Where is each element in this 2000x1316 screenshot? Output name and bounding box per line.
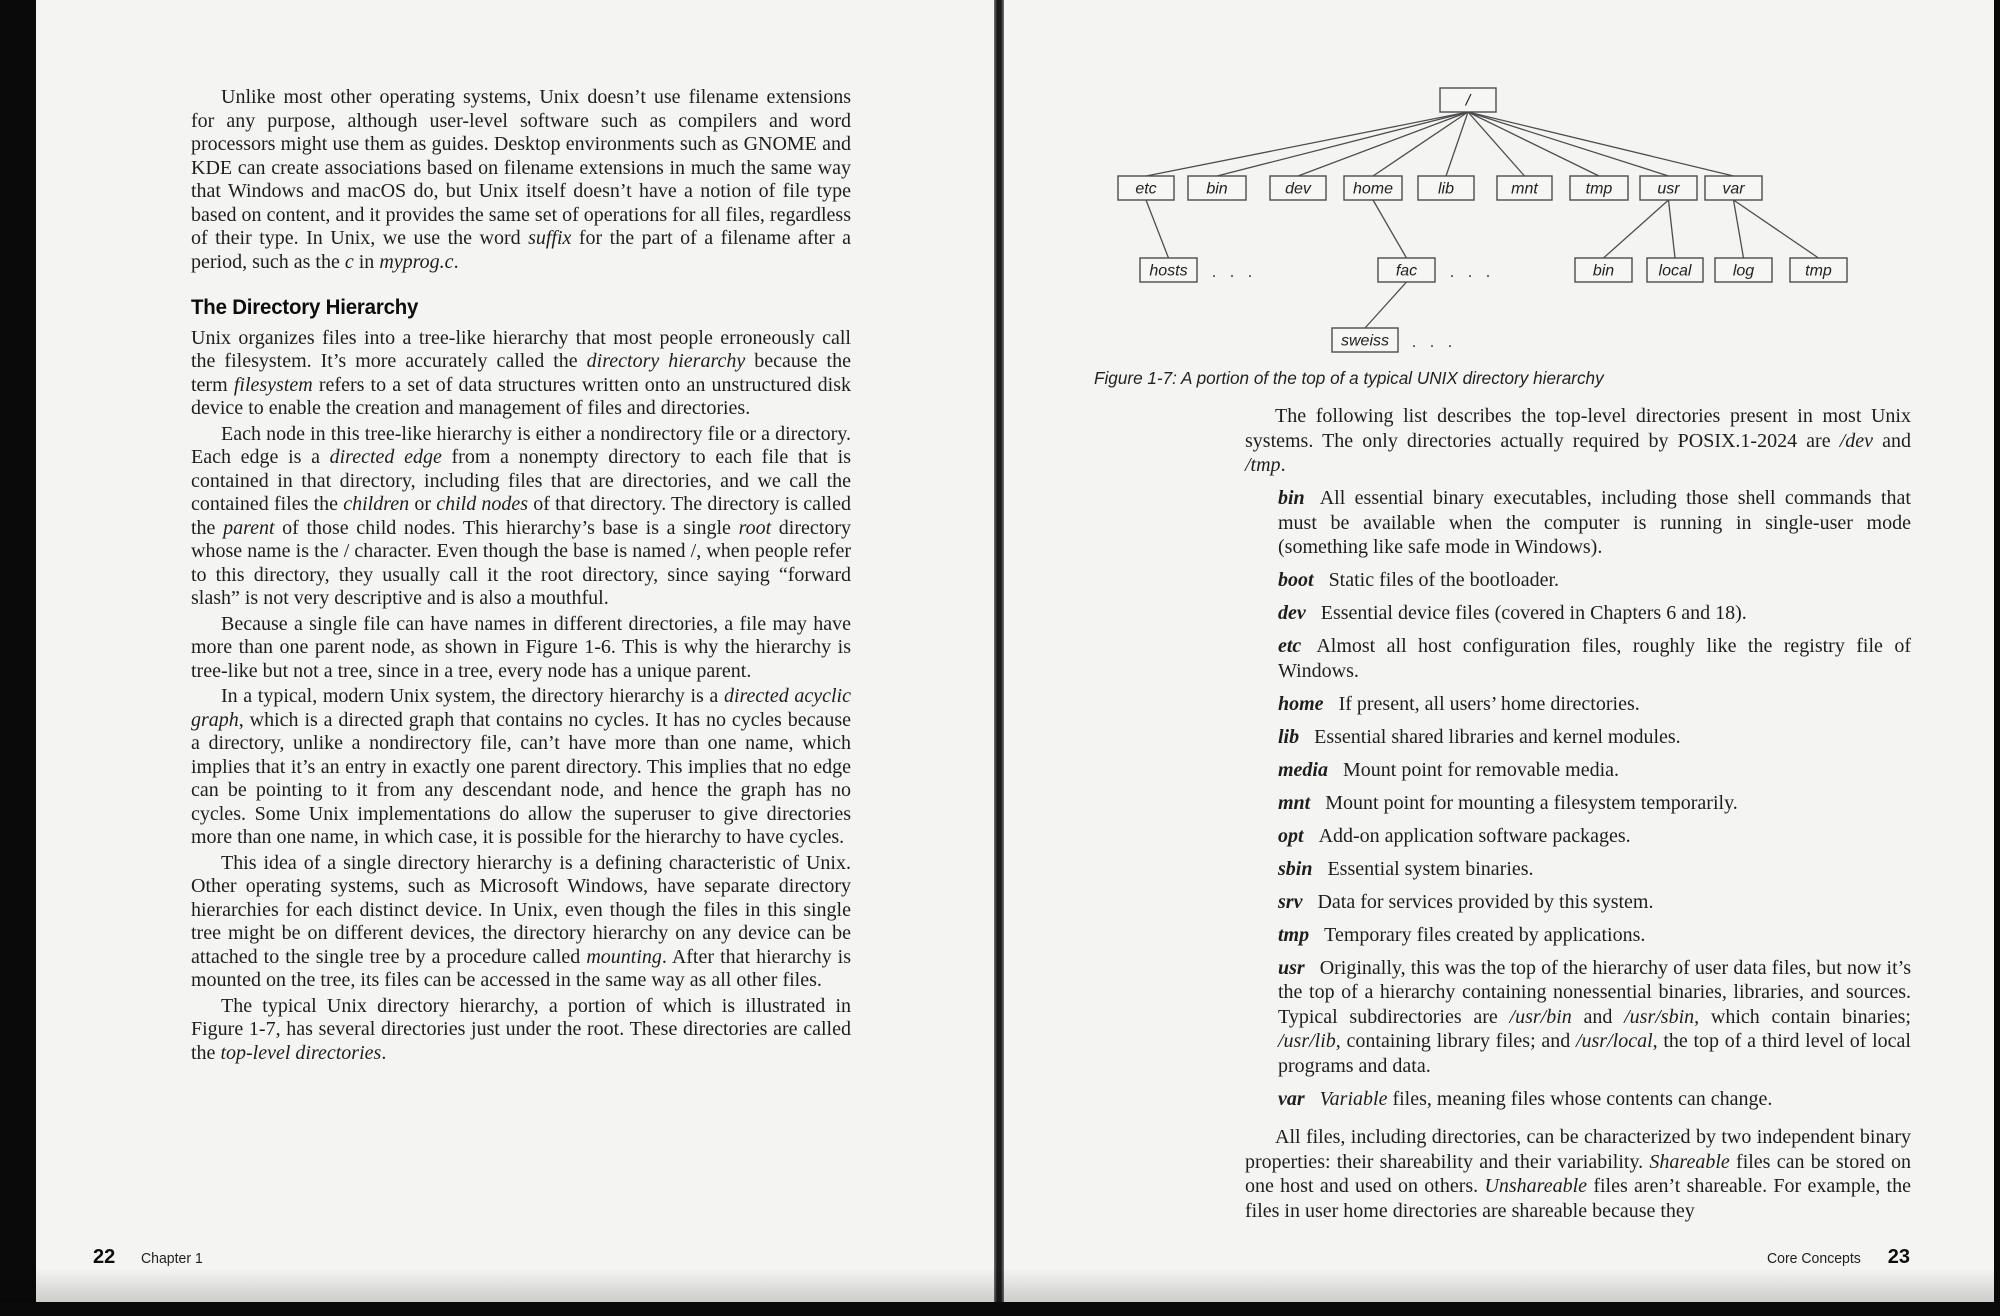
page-left: [36, 0, 994, 1302]
directory-term: bin: [1278, 487, 1305, 509]
tree-edge: [1298, 112, 1468, 176]
tree-edge: [1669, 200, 1676, 258]
page-right: [1004, 0, 1994, 1302]
directory-term: media: [1278, 758, 1328, 781]
chapter-label: Chapter 1: [141, 1251, 204, 1267]
italic-text: /usr/lib: [1278, 1030, 1336, 1052]
tree-node-label: tmp: [1585, 180, 1613, 198]
tree-node-label: bin: [1206, 180, 1228, 198]
italic-text: Shareable: [1649, 1150, 1730, 1173]
page-footer-right: [1767, 1246, 1910, 1269]
directory-entry: mnt Mount point for mounting a filesystem temporarily.: [1278, 791, 1738, 814]
directory-entry: boot Static files of the bootloader.: [1278, 569, 1560, 591]
directory-entry: srv Data for services provided by this system.: [1278, 890, 1654, 913]
tree-edge: [1468, 112, 1669, 176]
directory-entry: home If present, all users’ home directories.: [1278, 692, 1640, 715]
paragraph: Unlike most other operating systems, Unix doesn’t use filename extensions for any purpose, although user-level software such as compilers and word processors might use them as guides. Desktop environments such as GNOME and KDE can create associations based on filename extensions in much the same way that Windows and macOS do, but Unix itself doesn’t have a notion of file type based on content, and it provides the same set of operations for all files, regardless of their type. In Unix, we use the word suffix for the part of a filename after a period, such as the c in myprog.c.: [191, 86, 851, 273]
italic-text: directed acyclic graph: [191, 685, 851, 731]
section-heading: The Directory Hierarchy: [191, 295, 419, 319]
closing-paragraph: All files, including directories, can be characterized by two independent binary properties: their shareability and their variability. Shareable files can be stored on one host and used on others. Unshareable files aren’t shareable. For example, the files in user home directories are shareable because they: [1245, 1126, 1911, 1222]
left-edge-bar: [0, 0, 36, 1316]
page-number: 23: [1887, 1246, 1910, 1268]
italic-text: top-level directories: [220, 1041, 382, 1064]
italic-text: myprog.c: [379, 250, 454, 273]
tree-edge: [1373, 200, 1407, 258]
italic-text: children: [343, 493, 410, 515]
tree-node-label: bin: [1592, 262, 1615, 280]
tree-edge: [1734, 200, 1819, 258]
tree-node-label: home: [1352, 180, 1394, 198]
tree-node-label: lib: [1437, 180, 1455, 198]
italic-text: Unshareable: [1484, 1175, 1588, 1197]
directory-term: srv: [1278, 890, 1303, 913]
tree-edge: [1468, 112, 1599, 176]
ellipsis-marker: . . .: [1412, 334, 1457, 351]
tree-node-label: var: [1722, 180, 1745, 198]
directory-entry: media Mount point for removable media.: [1278, 758, 1620, 781]
italic-text: mounting: [586, 945, 662, 968]
left-text-column: [191, 86, 851, 1065]
directory-entry: tmp Temporary files created by applications.: [1278, 923, 1646, 946]
directory-entry: bin All essential binary executables, including those shell commands that must be available when the computer is running in single-user mode (something like safe mode in Windows).: [1278, 487, 1911, 558]
directory-term: tmp: [1278, 923, 1310, 946]
tree-node-label: local: [1658, 262, 1692, 280]
right-text-column: [1245, 404, 1911, 1223]
italic-text: /tmp: [1245, 454, 1281, 476]
tree-edge: [1217, 112, 1468, 176]
italic-text: /usr/bin: [1509, 1005, 1572, 1028]
tree-node-label: mnt: [1511, 180, 1538, 198]
tree-edge: [1604, 200, 1669, 258]
tree-edge: [1468, 112, 1734, 176]
tree-node-label: tmp: [1805, 262, 1832, 280]
directory-term: dev: [1278, 602, 1306, 624]
figure-caption: Figure 1-7: A portion of the top of a typical UNIX directory hierarchy: [1094, 368, 1604, 388]
directory-entry: etc Almost all host configuration files, roughly like the registry file of Windows.: [1278, 635, 1911, 682]
page-number: 22: [93, 1246, 116, 1268]
directory-entry: sbin Essential system binaries.: [1278, 857, 1534, 880]
italic-text: parent: [223, 516, 275, 539]
tree-edge: [1734, 200, 1744, 258]
tree-node-label: sweiss: [1340, 332, 1390, 350]
bottom-shadow: [0, 1268, 2000, 1302]
italic-text: c: [344, 250, 354, 273]
paragraph: The typical Unix directory hierarchy, a portion of which is illustrated in Figure 1-7, has several directories just under the root. These directories are called the top-level directories.: [191, 994, 851, 1064]
directory-term: home: [1278, 692, 1324, 715]
tree-node-label: dev: [1285, 180, 1311, 198]
ellipsis-marker: . . .: [1450, 264, 1495, 281]
directory-term: sbin: [1278, 857, 1313, 880]
tree-node-label: /: [1465, 92, 1471, 110]
ellipsis-marker: . . .: [1212, 264, 1257, 281]
italic-text: suffix: [528, 227, 572, 249]
italic-text: /usr/sbin: [1624, 1005, 1695, 1028]
directory-term: boot: [1278, 569, 1314, 591]
bottom-edge-bar: [0, 1302, 2000, 1316]
italic-text: child nodes: [436, 493, 529, 515]
italic-text: filesystem: [233, 373, 313, 396]
tree-edge: [1446, 112, 1468, 176]
italic-text: directory hierarchy: [586, 350, 746, 372]
section-label: Core Concepts: [1767, 1251, 1861, 1267]
right-edge-bar: [1994, 0, 2000, 1316]
intro-paragraph: The following list describes the top-level directories present in most Unix systems. The only directories actually required by POSIX.1-2024 are /dev and /tmp.: [1245, 405, 1911, 476]
tree-edge: [1365, 282, 1407, 328]
italic-text: directed edge: [329, 446, 442, 468]
directory-term: opt: [1278, 824, 1304, 847]
directory-term: usr: [1278, 956, 1305, 979]
directory-term: etc: [1278, 635, 1302, 657]
directory-term: lib: [1278, 725, 1300, 748]
italic-text: /usr/local: [1575, 1030, 1653, 1052]
tree-node-label: usr: [1657, 180, 1680, 198]
directory-entry: opt Add-on application software packages.: [1278, 824, 1631, 847]
tree-edge: [1146, 200, 1169, 258]
paragraph: This idea of a single directory hierarchy is a defining characteristic of Unix. Other operating systems, such as Microsoft Windows, have separate directory hierarchies for each distinct device. In Unix, even though the files in this single tree might be on different devices, the directory hierarchy on any device can be attached to the single tree by a procedure called mounting. After that hierarchy is mounted on the tree, its files can be accessed in the same way as all other files.: [191, 851, 851, 991]
paragraph: In a typical, modern Unix system, the directory hierarchy is a directed acyclic graph, which is a directed graph that contains no cycles. It has no cycles because a directory, unlike a nondirectory file, can’t have more than one name, which implies that it’s an entry in exactly one parent directory. This implies that no edge can be pointing to it from any descendant node, and hence the graph has no cycles. Some Unix implementations do allow the superuser to give directories more than one name, in which case, it is possible for the hierarchy to have cycles.: [191, 685, 851, 848]
directory-entry: lib Essential shared libraries and kernel modules.: [1278, 725, 1681, 748]
italic-text: /dev: [1839, 429, 1874, 452]
tree-node-label: fac: [1395, 262, 1418, 280]
page-divider: [994, 0, 1004, 1302]
directory-list: [1245, 486, 1911, 1111]
directory-tree-figure: [1060, 78, 1870, 370]
tree-node-label: hosts: [1149, 262, 1188, 280]
directory-entry: dev Essential device files (covered in Chapters 6 and 18).: [1278, 602, 1747, 624]
paragraph: Unix organizes files into a tree-like hierarchy that most people erroneously call the filesystem. It’s more accurately called the directory hierarchy because the term filesystem refers to a set of data structures written onto an unstructured disk device to enable the creation and management of files and directories.: [191, 326, 851, 419]
italic-text: Variable: [1319, 1087, 1388, 1110]
paragraph: Because a single file can have names in different directories, a file may have more than one parent node, as shown in Figure 1-6. This is why the hierarchy is tree-like but not a tree, since in a tree, every node has a unique parent.: [191, 612, 851, 682]
directory-entry: usr Originally, this was the top of the hierarchy of user data files, but now it’s the top of a hierarchy containing nonessential binaries, libraries, and sources. Typical subdirectories are /usr/bin and /usr/sbin, which contain binaries; /usr/lib, containing library files; and /usr/local, the top of a third level of local programs and data.: [1278, 956, 1911, 1077]
page-footer-left: [93, 1246, 205, 1269]
tree-node-label: log: [1732, 262, 1755, 280]
directory-entry: var Variable files, meaning files whose contents can change.: [1278, 1087, 1773, 1110]
paragraph: Each node in this tree-like hierarchy is either a nondirectory file or a directory. Each edge is a directed edge from a nonempty directory to each file that is contained in that directory, including files that are directories, and we call the contained files the children or child nodes of that directory. The directory is called the parent of those child nodes. This hierarchy’s base is a single root directory whose name is the / character. Even though the base is named /, when people refer to this directory, they usually call it the root directory, since saying “forward slash” is not very descriptive and is also a mouthful.: [191, 422, 851, 609]
italic-text: root: [738, 516, 772, 539]
directory-term: mnt: [1278, 791, 1311, 814]
directory-term: var: [1278, 1087, 1305, 1110]
tree-node-label: etc: [1135, 180, 1157, 198]
